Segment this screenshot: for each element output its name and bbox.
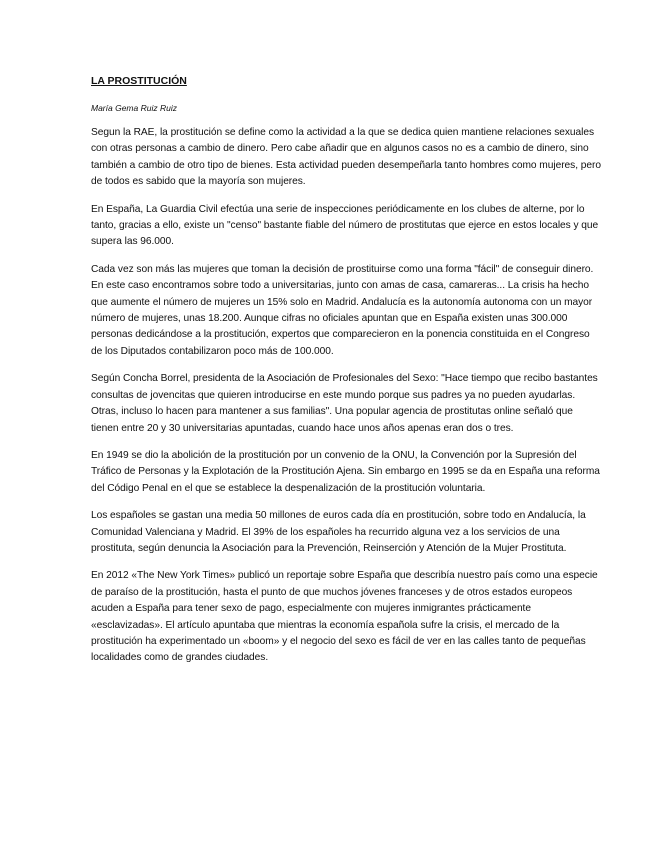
paragraph-1: Segun la RAE, la prostitución se define como la actividad a la que se dedica quien mantiene relaciones sexuales con otras personas a cambio de dinero. Pero cabe añadir que en algunos casos no es a cambio de dinero, sino también a cambio de otro tipo de bienes. Esta actividad pueden desempeñarla tanto hombres como mujeres, pero de todos es sabido que la mayoría son mujeres. <box>91 127 601 188</box>
paragraph-6: Los españoles se gastan una media 50 millones de euros cada día en prostitución, sobre todo en Andalucía, la Comunidad Valenciana y Madrid. El 39% de los españoles ha recurrido alguna vez a los servicios de una prostituta, según denuncia la Asociación para la Prevención, Reinserción y Atención de la Mujer Prostituta. <box>91 510 586 554</box>
paragraph-3: Cada vez son más las mujeres que toman la decisión de prostituirse como una forma "fácil" de conseguir dinero. En este caso encontramos sobre todo a universitarias, junto con amas de casa, camareras... La crisis ha hecho que aumente el número de mujeres un 15% solo en Madrid. Andalucía es la autonomía autonoma con un mayor número de mujeres, unas 18.200. Aunque cifras no oficiales apuntan que en España existen unas 300.000 personas dedicándose a la prostitución, expertos que comparecieron en la ponencia constituida en el Congreso de los Diputados contabilizaron poco más de 100.000. <box>91 263 594 357</box>
document-title: LA PROSTITUCIÓN <box>91 75 187 87</box>
paragraph-7: En 2012 «The New York Times» publicó un reportaje sobre España que describía nuestro país como una especie de paraíso de la prostitución, hasta el punto de que muchos jóvenes franceses y de otros estados europeos acuden a España para tener sexo de pago, especialmente con mujeres inmigrantes prácticamente «esclavizadas». El artículo apuntaba que mientras la economía española sufre la crisis, el mercado de la prostitución ha experimentado un «boom» y el negocio del sexo es fácil de ver en las calles tanto de pequeñas localidades como de grandes ciudades. <box>91 570 598 664</box>
paragraph-2: En España, La Guardia Civil efectúa una serie de inspecciones periódicamente en los clubes de alterne, por lo tanto, gracias a ello, existe un "censo" bastante fiable del número de prostitutas que ejerce en estos locales y que supera las 96.000. <box>91 203 599 248</box>
document-body <box>91 74 601 678</box>
paragraph-5: En 1949 se dio la abolición de la prostitución por un convenio de la ONU, la Convención por la Supresión del Tráfico de Personas y la Explotación de la Prostitución Ajena. Sin embargo en 1995 se da en España una reforma del Código Penal en el que se establece la despenalización de la prostitución voluntaria. <box>91 449 600 494</box>
paragraph-4: Según Concha Borrel, presidenta de la Asociación de Profesionales del Sexo: "Hace tiempo que recibo bastantes consultas de jovencitas que quieren introducirse en este mundo porque sus padres ya no pueden ayudarlas. Otras, incluso lo hacen para mantener a sus familias". Una popular agencia de prostitutas online señaló que tienen entre 20 y 30 universitarias apuntadas, cuando hace unos años apenas eran dos o tres. <box>91 373 598 434</box>
document-author: María Gema Ruiz Ruiz <box>91 103 177 113</box>
